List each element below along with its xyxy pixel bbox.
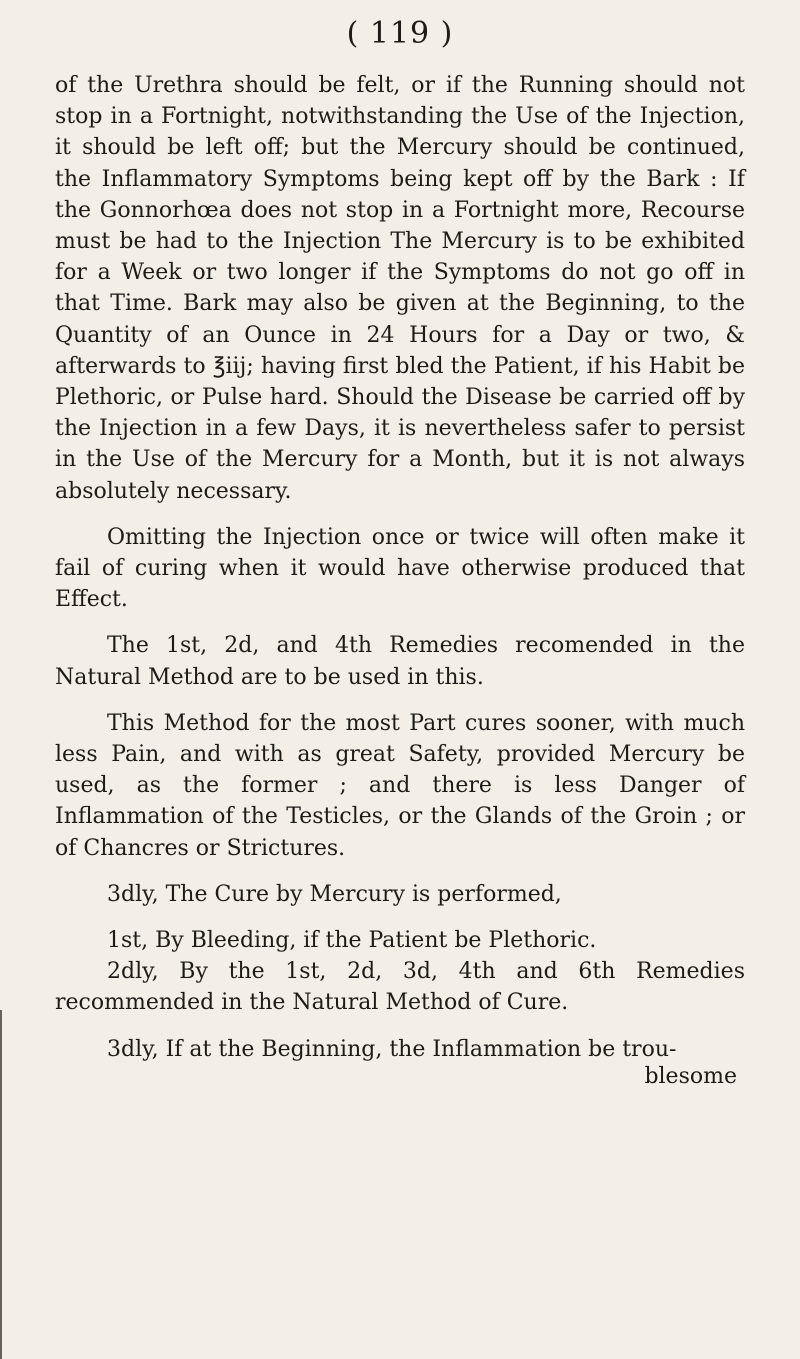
paragraph-gap: [55, 507, 745, 522]
paragraph-remedies-list: 2dly, By the 1st, 2d, 3d, 4th and 6th Remedies recommended in the Natural Method of Cure.: [55, 959, 745, 1016]
paragraph-omitting-injection: Omitting the Injection once or twice will often make it fail of curing when it would have otherwise produced that Effect.: [55, 524, 745, 613]
paragraph-urethra-mercury: of the Urethra should be felt, or if the Running should not stop in a Fortnight, notwithstanding the Use of the Injection, it should be left off; but the Mercury should be continued, the Inflammatory Symptoms being kept off by the Bark : If the Gonnorhœa does not stop in a Fortnight more, Recourse must be had to the Injection The Mercury is to be exhibited for a Week or two longer if the Symptoms do not go off in that Time. Bark may also be given at the Beginning, to the Quantity of an Ounce in 24 Hours for a Day or two, & afterwards to ℥iij; having first bled the Patient, if his Habit be Plethoric, or Pulse hard. Should the Disease be carried off by the Injection in a few Days, it is nevertheless safer to persist in the Use of the Mercury for a Month, but it is not always absolutely necessary.: [55, 73, 745, 504]
paragraph-gap: [55, 910, 745, 925]
paragraph-inflammation: 3dly, If at the Beginning, the Inflammation be trou-: [107, 1036, 677, 1062]
paragraph-gap: [55, 615, 745, 630]
page-number: ( 119 ): [346, 16, 454, 51]
paragraph-bleeding: 1st, By Bleeding, if the Patient be Plethoric.: [107, 928, 597, 954]
page-edge-line: [0, 1010, 2, 1359]
paragraph-gap: [55, 693, 745, 708]
paragraph-cure-by-mercury: 3dly, The Cure by Mercury is performed,: [107, 881, 562, 907]
paragraph-remedies-natural-method: The 1st, 2d, and 4th Remedies recomended in the Natural Method are to be used in this.: [55, 633, 745, 690]
paragraph-gap: [55, 864, 745, 879]
paragraph-method-cures-sooner: This Method for the most Part cures sooner, with much less Pain, and with as great Safety, provided Mercury be used, as the former ; and there is less Danger of Inflammation of the Testicles, or the Glands of the Groin ; or of Chancres or Strictures.: [55, 710, 745, 861]
catchword: blesome: [644, 1063, 737, 1089]
paragraph-gap: [55, 1019, 745, 1034]
